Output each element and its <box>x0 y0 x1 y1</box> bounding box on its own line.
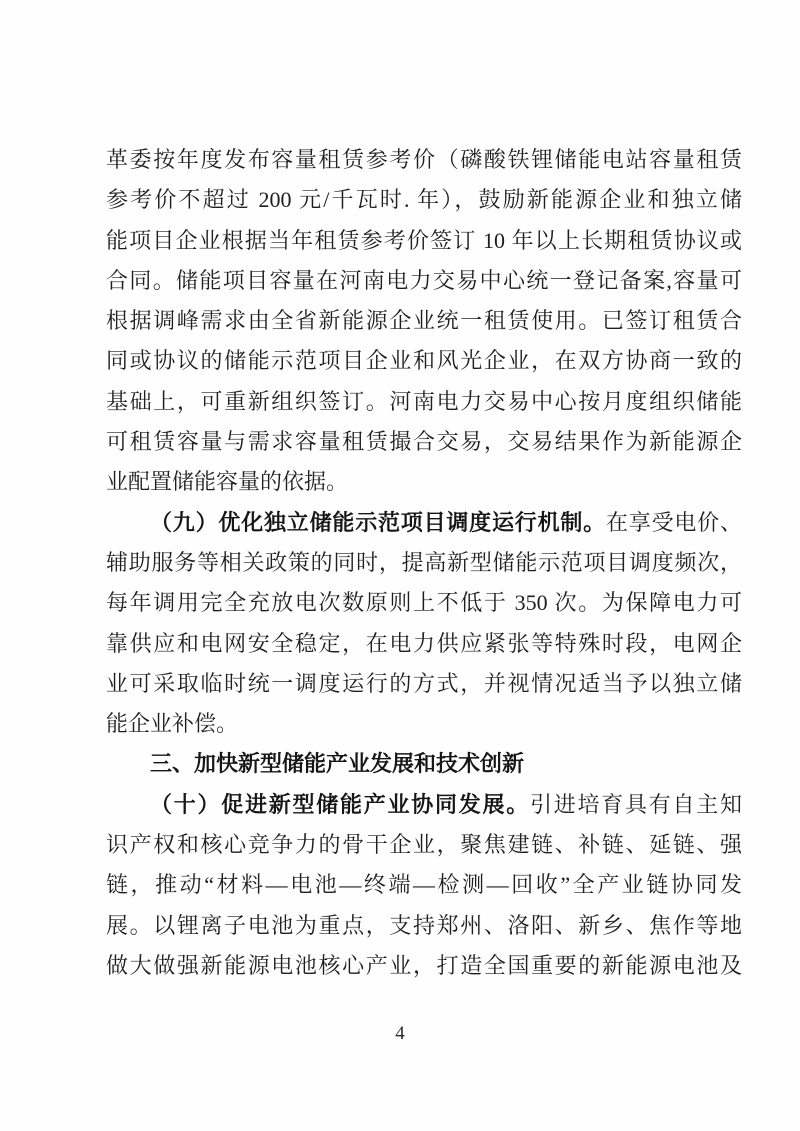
body-text: 每年调用完全充放电次数原则上不低于 350 次。为保障电力可 <box>106 590 742 616</box>
body-text: 业配置储能容量的依据。 <box>106 469 349 495</box>
document-line <box>106 543 742 583</box>
body-text: 同或协议的储能示范项目企业和风光企业，在双方协商一致的 <box>106 348 742 374</box>
body-text: 能项目企业根据当年租赁参考价签订 10 年以上长期租赁协议或 <box>106 227 742 253</box>
document-line <box>106 221 742 261</box>
document-line <box>106 583 742 623</box>
document-line <box>106 341 742 381</box>
body-text: 展。以锂离子电池为重点，支持郑州、洛阳、新乡、焦作等地 <box>106 912 742 938</box>
document-line <box>106 744 742 784</box>
body-text: 可租赁容量与需求容量租赁撮合交易，交易结果作为新能源企 <box>106 429 742 455</box>
document-line <box>106 503 742 543</box>
body-text: 链，推动“材料—电池—终端—检测—回收”全产业链协同发 <box>106 872 742 898</box>
document-lines <box>106 140 742 986</box>
document-line <box>106 825 742 865</box>
document-line <box>106 301 742 341</box>
document-line <box>106 382 742 422</box>
document-line <box>106 664 742 704</box>
body-text: 参考价不超过 200 元/千瓦时. 年），鼓励新能源企业和独立储 <box>106 187 742 213</box>
body-text: 基础上，可重新组织签订。河南电力交易中心按月度组织储能 <box>106 388 742 414</box>
body-text: 识产权和核心竞争力的骨干企业，聚焦建链、补链、延链、强 <box>106 832 742 858</box>
heading-text: 三、加快新型储能产业发展和技术创新 <box>150 751 525 777</box>
body-text: 合同。储能项目容量在河南电力交易中心统一登记备案,容量可 <box>106 267 742 293</box>
body-text: 能企业补偿。 <box>106 711 239 737</box>
document-line <box>106 422 742 462</box>
document-line <box>106 180 742 220</box>
heading-text: （九）优化独立储能示范项目调度运行机制。 <box>150 509 606 535</box>
page-number: 4 <box>395 1023 405 1044</box>
document-line <box>106 785 742 825</box>
document-line <box>106 140 742 180</box>
document-line <box>106 906 742 946</box>
document-line <box>106 946 742 986</box>
body-text: 革委按年度发布容量租赁参考价（磷酸铁锂储能电站容量租赁 <box>106 147 742 172</box>
body-text: 靠供应和电网安全稳定，在电力供应紧张等特殊时段，电网企 <box>106 630 742 656</box>
body-text: 根据调峰需求由全省新能源企业统一租赁使用。已签订租赁合 <box>106 308 742 334</box>
heading-text: （十）促进新型储能产业协同发展。 <box>150 791 530 817</box>
body-text: 在享受电价、 <box>605 509 742 535</box>
body-text: 业可采取临时统一调度运行的方式，并视情况适当予以独立储 <box>106 670 742 696</box>
document-line <box>106 704 742 744</box>
body-text: 引进培育具有自主知 <box>529 791 742 817</box>
document-line <box>106 624 742 664</box>
document-line <box>106 261 742 301</box>
body-text: 辅助服务等相关政策的同时，提高新型储能示范项目调度频次， <box>106 549 742 575</box>
body-text: 做大做强新能源电池核心产业，打造全国重要的新能源电池及 <box>106 952 742 978</box>
document-line <box>106 865 742 905</box>
document-line <box>106 462 742 502</box>
